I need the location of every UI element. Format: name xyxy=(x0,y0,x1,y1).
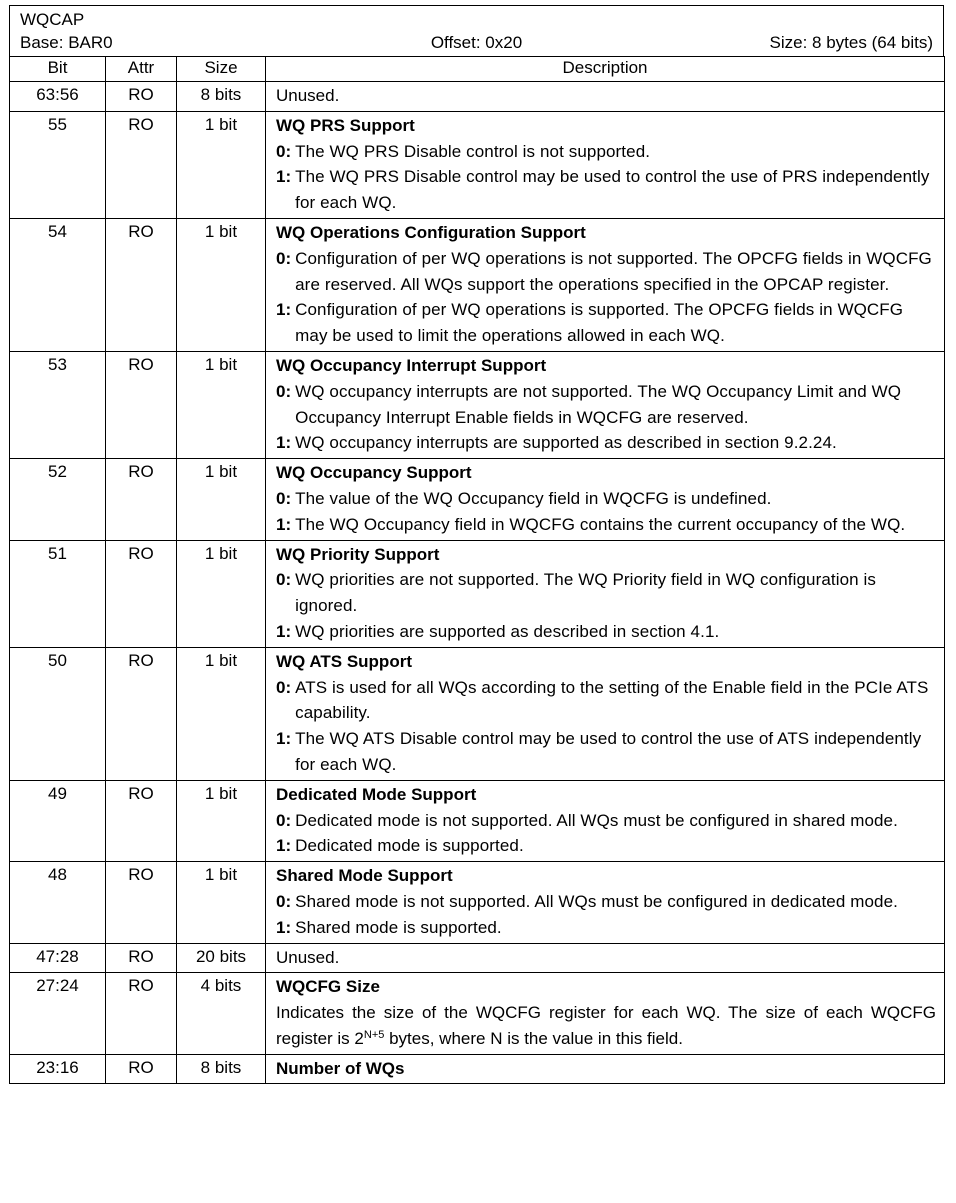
table-row xyxy=(10,540,945,647)
value-text: Shared mode is supported. xyxy=(295,917,502,937)
value-key: 0: xyxy=(276,488,292,508)
field-title: WQ Operations Configuration Support xyxy=(276,222,586,242)
value-definition xyxy=(276,297,936,349)
cell-bit: 63:56 xyxy=(10,82,106,112)
cell-attr: RO xyxy=(106,351,177,458)
cell-description xyxy=(266,943,945,973)
value-key: 1: xyxy=(276,167,292,187)
cell-bit: 49 xyxy=(10,780,106,861)
table-header-row xyxy=(10,57,945,82)
cell-attr: RO xyxy=(106,111,177,218)
field-title: WQ PRS Support xyxy=(276,115,415,135)
value-definition xyxy=(276,486,936,512)
cell-description xyxy=(266,218,945,351)
register-name: WQCAP xyxy=(20,10,85,29)
cell-bit: 50 xyxy=(10,647,106,780)
table-row xyxy=(10,218,945,351)
register-offset: Offset: 0x20 xyxy=(430,33,523,52)
cell-size: 4 bits xyxy=(177,973,266,1054)
field-title: Shared Mode Support xyxy=(276,866,453,886)
value-definition xyxy=(276,619,936,645)
cell-bit: 23:16 xyxy=(10,1054,106,1084)
value-definition xyxy=(276,915,936,941)
value-text: WQ priorities are not supported. The WQ Priority field in WQ configuration is ignored. xyxy=(295,570,877,616)
value-text: WQ priorities are supported as described in section 4.1. xyxy=(295,621,720,641)
cell-size: 20 bits xyxy=(177,943,266,973)
cell-size: 1 bit xyxy=(177,459,266,540)
value-definition xyxy=(276,833,936,859)
cell-attr: RO xyxy=(106,862,177,943)
value-key: 1: xyxy=(276,621,292,641)
value-definition xyxy=(276,246,936,298)
value-definition xyxy=(276,139,936,165)
value-key: 1: xyxy=(276,300,292,320)
value-text: Shared mode is not supported. All WQs must be configured in dedicated mode. xyxy=(295,891,898,911)
field-body xyxy=(276,1000,936,1052)
value-key: 0: xyxy=(276,570,292,590)
table-row xyxy=(10,459,945,540)
cell-bit: 47:28 xyxy=(10,943,106,973)
cell-description xyxy=(266,82,945,112)
value-text: ATS is used for all WQs according to the setting of the Enable field in the PCIe ATS capability. xyxy=(295,677,929,723)
value-text: The WQ PRS Disable control is not supported. xyxy=(295,141,651,161)
cell-bit: 55 xyxy=(10,111,106,218)
field-title: WQ ATS Support xyxy=(276,651,412,671)
cell-description xyxy=(266,780,945,861)
value-key: 1: xyxy=(276,433,292,453)
value-definition xyxy=(276,512,936,538)
cell-size: 8 bits xyxy=(177,82,266,112)
table-row xyxy=(10,862,945,943)
column-header-attr: Attr xyxy=(106,57,177,82)
cell-size: 1 bit xyxy=(177,540,266,647)
value-text: The WQ Occupancy field in WQCFG contains the current occupancy of the WQ. xyxy=(295,514,906,534)
field-rows xyxy=(10,82,945,1084)
table-row xyxy=(10,1054,945,1084)
field-title: WQCFG Size xyxy=(276,977,380,997)
cell-size: 1 bit xyxy=(177,351,266,458)
value-text: WQ occupancy interrupts are supported as described in section 9.2.24. xyxy=(295,433,837,453)
value-text: The WQ ATS Disable control may be used to control the use of ATS independently for each WQ. xyxy=(295,729,922,774)
cell-size: 1 bit xyxy=(177,647,266,780)
cell-bit: 48 xyxy=(10,862,106,943)
cell-description xyxy=(266,459,945,540)
table-row xyxy=(10,351,945,458)
value-key: 0: xyxy=(276,677,292,697)
value-text: The WQ PRS Disable control may be used to control the use of PRS independently for each WQ. xyxy=(295,167,930,213)
cell-description xyxy=(266,1054,945,1084)
cell-bit: 52 xyxy=(10,459,106,540)
field-title: WQ Occupancy Interrupt Support xyxy=(276,355,547,375)
value-definition xyxy=(276,675,936,727)
value-definition xyxy=(276,379,936,431)
value-text: WQ occupancy interrupts are not supported. The WQ Occupancy Limit and WQ Occupancy Interrupt Enable fields in WQCFG are reserved. xyxy=(295,381,902,427)
table-row xyxy=(10,973,945,1054)
cell-size: 1 bit xyxy=(177,780,266,861)
column-header-size: Size xyxy=(177,57,266,82)
column-header-bit: Bit xyxy=(10,57,106,82)
cell-attr: RO xyxy=(106,647,177,780)
cell-description xyxy=(266,862,945,943)
cell-bit: 27:24 xyxy=(10,973,106,1054)
register-info-row xyxy=(20,31,933,55)
field-title: WQ Occupancy Support xyxy=(276,463,472,483)
value-key: 1: xyxy=(276,514,292,534)
cell-size: 1 bit xyxy=(177,862,266,943)
value-definition xyxy=(276,164,936,216)
cell-description xyxy=(266,647,945,780)
value-key: 1: xyxy=(276,836,292,856)
value-key: 0: xyxy=(276,141,292,161)
table-row xyxy=(10,780,945,861)
value-key: 1: xyxy=(276,917,292,937)
exponent-superscript: N+5 xyxy=(363,1028,385,1041)
value-definition xyxy=(276,726,936,778)
cell-description xyxy=(266,540,945,647)
value-text: Configuration of per WQ operations is supported. The OPCFG fields in WQCFG may be used to limit the operations allowed in each WQ. xyxy=(295,300,904,346)
register-header xyxy=(9,5,944,56)
value-key: 0: xyxy=(276,891,292,911)
description-text: Unused. xyxy=(276,947,340,967)
description-text: Unused. xyxy=(276,86,340,105)
cell-attr: RO xyxy=(106,218,177,351)
field-title: Number of WQs xyxy=(276,1058,405,1078)
value-key: 0: xyxy=(276,381,292,401)
value-key: 0: xyxy=(276,810,292,830)
column-header-description: Description xyxy=(266,57,945,82)
value-definition xyxy=(276,430,936,456)
cell-description xyxy=(266,973,945,1054)
value-definition xyxy=(276,567,936,619)
cell-bit: 51 xyxy=(10,540,106,647)
field-body-text-end: bytes, where N is the value in this field. xyxy=(384,1028,683,1048)
cell-size: 1 bit xyxy=(177,218,266,351)
cell-description xyxy=(266,351,945,458)
cell-attr: RO xyxy=(106,943,177,973)
table-row xyxy=(10,111,945,218)
table-row xyxy=(10,943,945,973)
cell-attr: RO xyxy=(106,1054,177,1084)
value-text: Dedicated mode is supported. xyxy=(295,836,524,856)
cell-description xyxy=(266,111,945,218)
field-title: WQ Priority Support xyxy=(276,544,440,564)
value-key: 0: xyxy=(276,248,292,268)
value-text: Dedicated mode is not supported. All WQs must be configured in shared mode. xyxy=(295,810,898,830)
cell-size: 8 bits xyxy=(177,1054,266,1084)
cell-size: 1 bit xyxy=(177,111,266,218)
register-size: Size: 8 bytes (64 bits) xyxy=(769,33,933,52)
value-key: 1: xyxy=(276,729,292,749)
table-row xyxy=(10,647,945,780)
value-text: Configuration of per WQ operations is not supported. The OPCFG fields in WQCFG are reserved. All WQs support the operations specified in the OPCAP register. xyxy=(295,248,932,294)
cell-attr: RO xyxy=(106,780,177,861)
field-body-text: Indicates the size of the WQCFG register for each WQ. The size of each WQCFG register is 2 xyxy=(276,1003,936,1048)
table-row xyxy=(10,82,945,112)
value-text: The value of the WQ Occupancy field in WQCFG is undefined. xyxy=(295,488,772,508)
cell-attr: RO xyxy=(106,973,177,1054)
cell-attr: RO xyxy=(106,459,177,540)
cell-bit: 53 xyxy=(10,351,106,458)
value-definition xyxy=(276,889,936,915)
cell-attr: RO xyxy=(106,82,177,112)
value-definition xyxy=(276,808,936,834)
register-table-container xyxy=(9,5,944,1084)
register-base: Base: BAR0 xyxy=(20,33,113,52)
cell-attr: RO xyxy=(106,540,177,647)
field-table xyxy=(9,56,945,1084)
cell-bit: 54 xyxy=(10,218,106,351)
field-title: Dedicated Mode Support xyxy=(276,784,477,804)
